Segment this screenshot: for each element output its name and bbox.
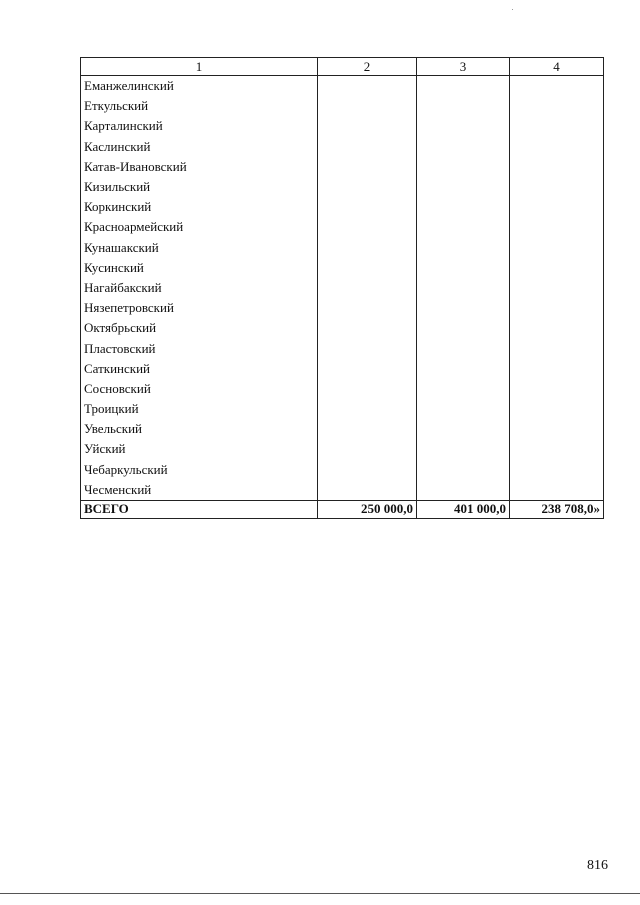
total-label: ВСЕГО [81,500,318,518]
cell [318,278,417,298]
table-row [81,419,604,439]
cell [318,258,417,278]
cell [417,96,510,116]
cell [318,76,417,97]
cell [510,318,604,338]
table-row [81,399,604,419]
district-name: Саткинский [81,359,318,379]
column-header-3: 3 [417,58,510,76]
table-row [81,217,604,237]
cell [417,359,510,379]
district-name: Увельский [81,419,318,439]
cell [510,379,604,399]
cell [510,116,604,136]
table-row [81,379,604,399]
table-row [81,238,604,258]
cell [510,238,604,258]
cell [510,399,604,419]
scan-speck [512,9,513,10]
cell [510,278,604,298]
cell [417,137,510,157]
cell [417,419,510,439]
cell [510,359,604,379]
cell [318,96,417,116]
table-row [81,318,604,338]
district-name: Еткульский [81,96,318,116]
table-row [81,359,604,379]
total-col-4: 238 708,0» [510,500,604,518]
column-header-4: 4 [510,58,604,76]
cell [318,177,417,197]
table-row [81,197,604,217]
table-row [81,480,604,501]
table-row [81,96,604,116]
district-name: Сосновский [81,379,318,399]
table-row [81,338,604,358]
cell [510,419,604,439]
table-row [81,439,604,459]
cell [318,439,417,459]
table-row [81,460,604,480]
cell [417,298,510,318]
cell [417,460,510,480]
cell [510,480,604,501]
cell [318,217,417,237]
cell [417,399,510,419]
cell [510,217,604,237]
cell [417,258,510,278]
cell [510,76,604,97]
district-name: Каслинский [81,137,318,157]
cell [318,157,417,177]
cell [318,460,417,480]
district-name: Коркинский [81,197,318,217]
district-name: Чебаркульский [81,460,318,480]
cell [417,338,510,358]
table-row [81,116,604,136]
district-name: Кусинский [81,258,318,278]
cell [417,439,510,459]
district-name: Пластовский [81,338,318,358]
district-name: Катав-Ивановский [81,157,318,177]
district-name: Чесменский [81,480,318,501]
cell [510,298,604,318]
cell [318,318,417,338]
district-name: Нязепетровский [81,298,318,318]
cell [318,419,417,439]
cell [417,116,510,136]
column-header-2: 2 [318,58,417,76]
cell [318,197,417,217]
cell [318,116,417,136]
cell [318,480,417,501]
table-body [81,76,604,519]
cell [510,439,604,459]
district-name: Нагайбакский [81,278,318,298]
cell [510,460,604,480]
cell [510,96,604,116]
page-number: 816 [587,858,608,873]
cell [417,318,510,338]
column-header-1: 1 [81,58,318,76]
total-col-2: 250 000,0 [318,500,417,518]
district-name: Кизильский [81,177,318,197]
cell [318,137,417,157]
cell [318,359,417,379]
district-name: Карталинский [81,116,318,136]
cell [510,137,604,157]
data-table [80,57,604,519]
district-name: Октябрьский [81,318,318,338]
cell [510,338,604,358]
cell [510,177,604,197]
cell [318,298,417,318]
cell [417,197,510,217]
cell [417,379,510,399]
cell [417,76,510,97]
table-row [81,278,604,298]
cell [510,197,604,217]
total-row [81,500,604,518]
cell [417,217,510,237]
cell [417,278,510,298]
cell [318,238,417,258]
cell [318,338,417,358]
district-name: Уйский [81,439,318,459]
bottom-rule [0,893,640,894]
table-row [81,258,604,278]
table-row [81,76,604,97]
table-row [81,177,604,197]
cell [417,157,510,177]
total-col-3: 401 000,0 [417,500,510,518]
cell [417,238,510,258]
cell [510,258,604,278]
district-name: Троицкий [81,399,318,419]
cell [417,177,510,197]
table-row [81,157,604,177]
district-name: Красноармейский [81,217,318,237]
cell [318,399,417,419]
cell [510,157,604,177]
cell [417,480,510,501]
header-row [81,58,604,76]
table-row [81,298,604,318]
table-row [81,137,604,157]
district-name: Кунашакский [81,238,318,258]
district-name: Еманжелинский [81,76,318,97]
cell [318,379,417,399]
